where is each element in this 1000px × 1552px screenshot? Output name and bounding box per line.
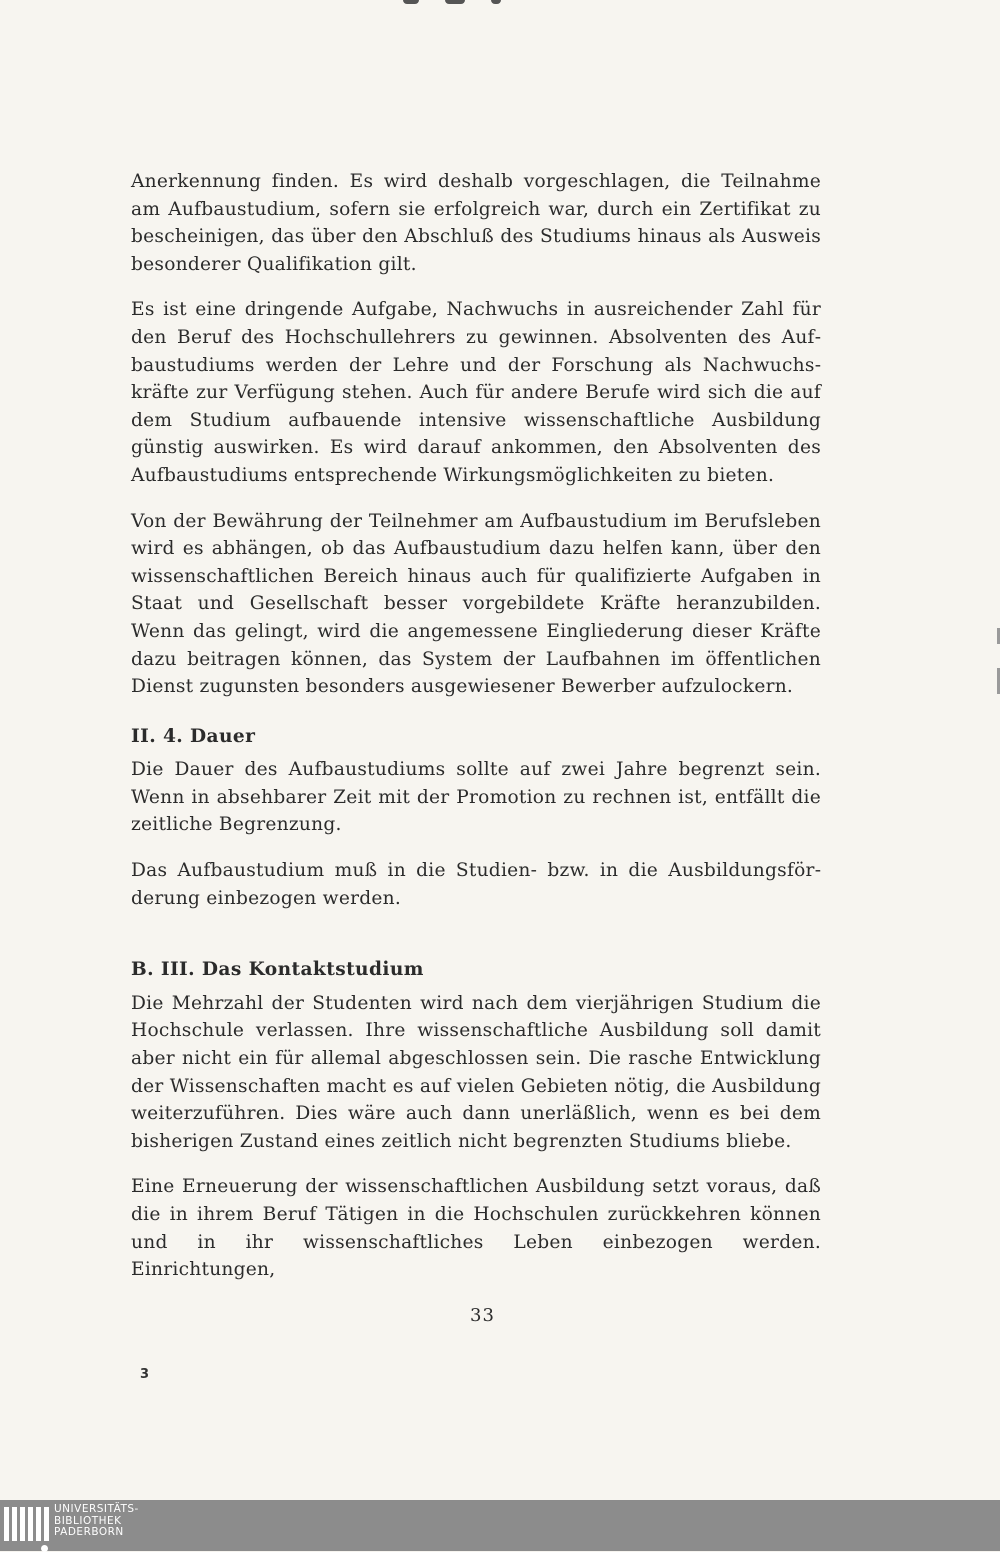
library-name-line: PADERBORN bbox=[54, 1526, 124, 1538]
paragraph: Die Dauer des Aufbaustudiums sollte auf zwei Jahre begrenzt sein. Wenn in absehbarer Zeit mit der Promotion zu rechnen ist, entfällt die zeitliche Begrenzung. bbox=[131, 759, 821, 836]
paragraph: Es ist eine dringende Aufgabe, Nachwuchs in ausreichender Zahl für den Beruf des Hochschullehrers zu gewinnen. Absolventen des Aufbaustudiums werden der Lehre und der Forschung als Nachwuchskräfte zur Verfügung stehen. Auch für andere Berufe wird sich die auf dem Studium aufbauende intensive wissenschaftliche Ausbildung günstig auswirken. Es wird darauf ankommen, den Absolventen des Aufbaustudiums entsprechende Wirkungsmöglichkeiten zu bieten. bbox=[131, 299, 821, 486]
paragraph: Das Aufbaustudium muß in die Studien- bzw. in die Ausbildungsförderung einbezogen werden. bbox=[131, 860, 821, 909]
library-name bbox=[54, 1504, 139, 1539]
library-name-line: BIBLIOTHEK bbox=[54, 1514, 122, 1527]
paragraph: Von der Bewährung der Teilnehmer am Aufbaustudium im Berufsleben wird es abhängen, ob das Aufbaustudium dazu helfen kann, über den wissenschaftlichen Bereich hinaus auch für qualifizierte Aufgaben in Staat und Gesellschaft besser vorgebildete Kräfte heranzubilden. Wenn das gelingt, wird die angemessene Eingliederung dieser Kräfte dazu beitragen können, das System der Laufbahnen im öffentlichen Dienst zugunsten besonders ausgewiesener Bewerber aufzulockern. bbox=[131, 510, 821, 698]
paragraph: Eine Erneuerung der wissenschaftlichen Ausbildung setzt voraus, daß die in ihrem Beruf Tätigen in die Hochschulen zurückkehren können und in ihr wissenschaftliches Leben einbezogen werden. Einrichtungen, bbox=[131, 1176, 821, 1281]
text-body bbox=[131, 168, 821, 1302]
section-heading-dauer: II. 4. Dauer bbox=[131, 725, 256, 747]
sheet-mark: 3 bbox=[140, 1367, 150, 1382]
paragraph: Die Mehrzahl der Studenten wird nach dem vierjährigen Studium die Hochschule verlassen. Ihre wissenschaftliche Ausbildung soll damit aber nicht ein für allemal abgeschlossen sein. Die rasche Entwicklung der Wissenschaften macht es auf vielen Gebieten nötig, die Ausbildung weiterzuführen. Dies wäre auch dann unerläßlich, wenn es bei dem bisherigen Zustand eines zeitlich nicht begrenzten Studiums bliebe. bbox=[131, 992, 821, 1152]
section-heading-kontaktstudium: B. III. Das Kontaktstudium bbox=[131, 959, 424, 981]
library-name-line: UNIVERSITÄTS- bbox=[54, 1503, 139, 1515]
library-logo-icon bbox=[4, 1507, 50, 1547]
top-edge-marks bbox=[395, 0, 515, 8]
page-number: 33 bbox=[470, 1305, 495, 1326]
paragraph: Anerkennung finden. Es wird deshalb vorgeschlagen, die Teilnahme am Aufbaustudium, sofern sie erfolgreich war, durch ein Zertifikat zu bescheinigen, das über den Abschluß des Studiums hinaus als Ausweis besonderer Qualifikation gilt. bbox=[131, 171, 821, 275]
library-footer-bar bbox=[0, 1500, 1000, 1551]
